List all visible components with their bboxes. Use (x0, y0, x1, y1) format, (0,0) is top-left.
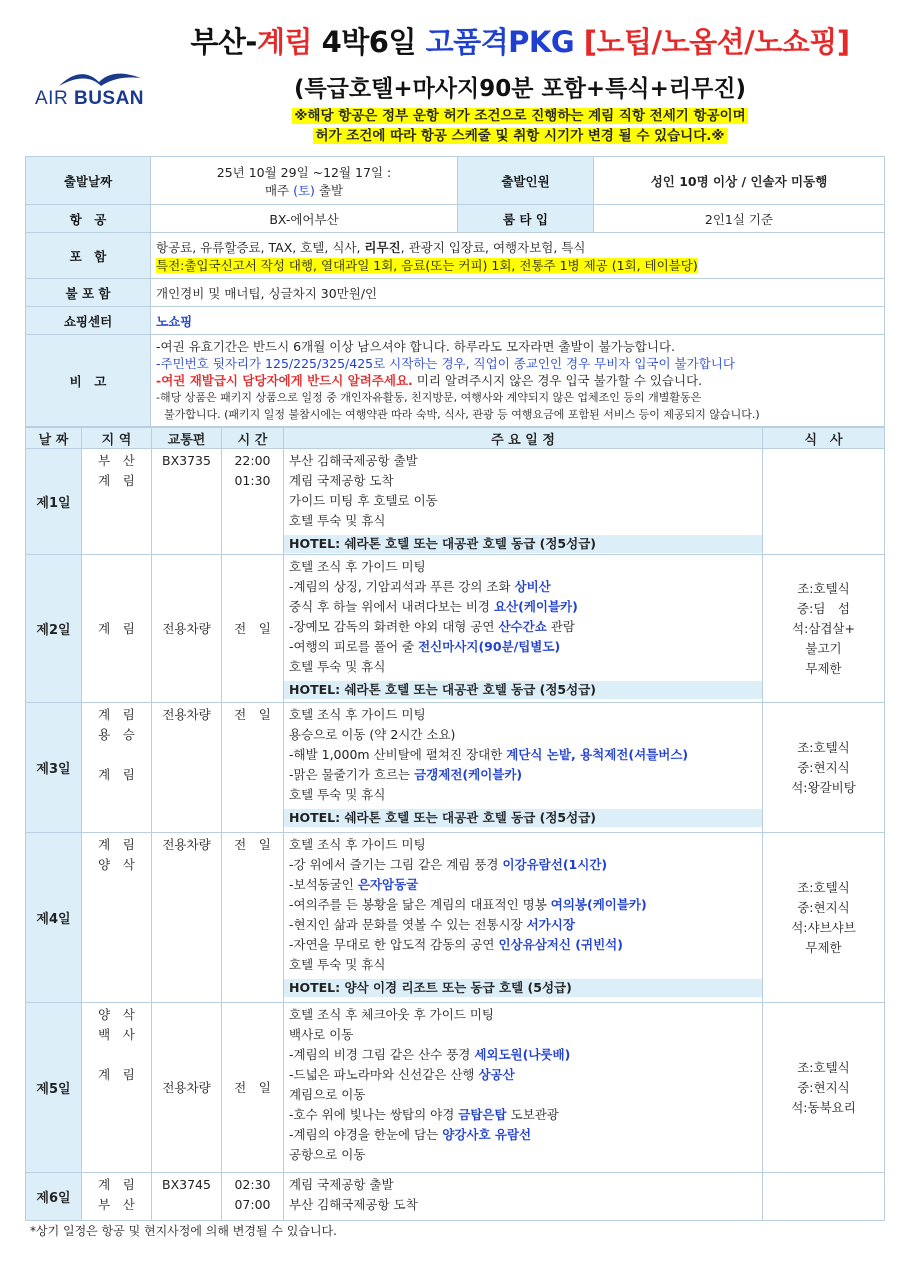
hotel-info: HOTEL: 양삭 이경 리조트 또는 동급 호텔 (5성급) (284, 979, 762, 997)
itinerary-cell: 호텔 조식 후 가이드 미팅 -계림의 상징, 기암괴석과 푸른 강의 조화 상비산 중식 후 하늘 위에서 내려다보는 비경 요산(케이블카) -장예모 감독의 화려한 야외 대형 공연 산수간쇼 관람 -여행의 피로를 풀어 줄 전신마사지(90분/팁별도) 호텔 투숙 및 휴식 HOTEL: 쉐라톤 호텔 또는 대공관 호텔 동급 (정5성급) (284, 555, 763, 703)
meals-cell (763, 1173, 885, 1221)
include-label: 포 함 (26, 233, 151, 279)
info-table (25, 156, 885, 427)
header-transport: 교통편 (152, 428, 222, 449)
time-cell: 22:00 01:30 (222, 449, 284, 555)
day-row (26, 703, 885, 833)
transport-cell: 전용차량 (152, 833, 222, 1003)
region-cell: 양 삭 백 사 계 림 (82, 1003, 152, 1173)
shopping-label: 쇼핑센터 (26, 307, 151, 335)
header-itinerary: 주 요 일 정 (284, 428, 763, 449)
header-meals: 식 사 (763, 428, 885, 449)
exclude-label: 불 포 함 (26, 279, 151, 307)
meals-cell: 조:호텔식 중:현지식 석:동북요리 (763, 1003, 885, 1173)
air-busan-logo (33, 68, 153, 112)
region-cell: 계 림 (82, 555, 152, 703)
region-cell: 부 산 계 림 (82, 449, 152, 555)
header-date: 날 짜 (26, 428, 82, 449)
itinerary-cell: 부산 김해국제공항 출발 계림 국제공항 도착 가이드 미팅 후 호텔로 이동 호텔 투숙 및 휴식 HOTEL: 쉐라톤 호텔 또는 대공관 호텔 동급 (정5성급) (284, 449, 763, 555)
hotel-info: HOTEL: 쉐라톤 호텔 또는 대공관 호텔 동급 (정5성급) (284, 535, 762, 553)
itinerary-cell: 호텔 조식 후 가이드 미팅 -강 위에서 즐기는 그림 같은 계림 풍경 이강유람선(1시간) -보석동굴인 은자암동굴 -여의주를 든 봉황을 닮은 계림의 대표적인 명봉 여의봉(케이블카) -현지인 삶과 문화를 엿볼 수 있는 전통시장 서가시장 -자연을 무대로 한 압도적 감동의 공연 인상유삼저신 (귀빈석) 호텔 투숙 및 휴식 HOTEL: 양삭 이경 리조트 또는 동급 호텔 (5성급) (284, 833, 763, 1003)
meals-cell: 조:호텔식 중:현지식 석:왕갈비탕 (763, 703, 885, 833)
departure-value: 25년 10월 29일 ~12월 17일 : 매주 (토) 출발 (151, 157, 458, 205)
day-label: 제3일 (26, 703, 82, 833)
time-cell: 전 일 (222, 703, 284, 833)
transport-cell: 전용차량 (152, 703, 222, 833)
header-time: 시 간 (222, 428, 284, 449)
day-label: 제5일 (26, 1003, 82, 1173)
shopping-row (26, 307, 885, 335)
airline-row (26, 205, 885, 233)
region-cell: 계 림 부 산 (82, 1173, 152, 1221)
time-cell: 전 일 (222, 555, 284, 703)
itinerary-cell: 계림 국제공항 출발 부산 김해국제공항 도착 (284, 1173, 763, 1221)
itinerary-cell: 호텔 조식 후 가이드 미팅 용승으로 이동 (약 2시간 소요) -해발 1,000m 산비탈에 펼쳐진 장대한 계단식 논밭, 용척제전(셔틀버스) -맑은 물줄기가 흐르는 금갱제전(케이블카) 호텔 투숙 및 휴식 HOTEL: 쉐라톤 호텔 또는 대공관 호텔 동급 (정5성급) (284, 703, 763, 833)
itinerary-cell: 호텔 조식 후 체크아웃 후 가이드 미팅 백사로 이동 -계림의 비경 그림 같은 산수 풍경 세외도원(나룻배) -드넓은 파노라마와 신선같은 산행 상공산 계림으로 이동 -호수 위에 빛나는 쌍탑의 야경 금탑은탑 도보관광 -계림의 야경을 한눈에 담는 양강사호 유람선 공항으로 이동 (284, 1003, 763, 1173)
remarks-value: -여권 유효기간은 반드시 6개월 이상 남으셔야 합니다. 하루라도 모자라면 출발이 불가능합니다. -주민번호 뒷자리가 125/225/325/425로 시작하는 경우, 직업이 종교인인 경우 무비자 입국이 불가합니다 -여권 재발급시 담당자에게 반드시 알려주세요. 미리 알려주시지 않은 경우 입국 불가할 수 있습니다. -해당 상품은 패키지 상품으로 일정 중 개인자유활동, 친지방문, 여행사와 계약되지 않은 업체조인 등의 개별활동은 불가합니다. (패키지 일정 불참시에는 여행약관 따라 숙박, 식사, 관광 등 여행요금에 포함된 서비스 등이 제공되지 않습니다.) (151, 335, 885, 427)
seagull-icon (55, 68, 145, 90)
day-label: 제6일 (26, 1173, 82, 1221)
notice: ※해당 항공은 정부 운항 허가 조건으로 진행하는 계림 직항 전세기 항공이며 허가 조건에 따라 항공 스케줄 및 취항 시기가 변경 될 수 있습니다.※ (294, 108, 746, 144)
include-row (26, 233, 885, 279)
day-row (26, 555, 885, 703)
airline-label: 항 공 (26, 205, 151, 233)
airline-value: BX-에어부산 (151, 205, 458, 233)
transport-cell: 전용차량 (152, 1003, 222, 1173)
people-value: 성인 10명 이상 / 인솔자 미동행 (594, 157, 885, 205)
header-region: 지 역 (82, 428, 152, 449)
day-label: 제2일 (26, 555, 82, 703)
remarks-row (26, 335, 885, 427)
transport-cell: BX3745 (152, 1173, 222, 1221)
room-label: 룸 타 입 (458, 205, 594, 233)
day-row (26, 449, 885, 555)
room-value: 2인1실 기준 (594, 205, 885, 233)
logo-text: AIR BUSAN (35, 88, 145, 109)
shopping-value: 노쇼핑 (151, 307, 885, 335)
footnote: *상기 일정은 항공 및 현지사정에 의해 변경될 수 있습니다. (30, 1224, 337, 1238)
hotel-info: HOTEL: 쉐라톤 호텔 또는 대공관 호텔 동급 (정5성급) (284, 809, 762, 827)
meals-cell: 조:호텔식 중:딤 섬 석:삼겹살+ 불고기 무제한 (763, 555, 885, 703)
day-row (26, 1173, 885, 1221)
region-cell: 계 림 양 삭 (82, 833, 152, 1003)
day-label: 제1일 (26, 449, 82, 555)
departure-label: 출발날짜 (26, 157, 151, 205)
page-subtitle: (특급호텔+마사지90분 포함+특식+리무진) (293, 76, 747, 102)
transport-cell: 전용차량 (152, 555, 222, 703)
meals-cell: 조:호텔식 중:현지식 석:샤브샤브 무제한 (763, 833, 885, 1003)
time-cell: 전 일 (222, 1003, 284, 1173)
include-value: 항공료, 유류할증료, TAX, 호텔, 식사, 리무진, 관광지 입장료, 여행자보험, 특식 특전:출입국신고서 작성 대행, 열대과일 1회, 음료(또는 커피) 1회, 전통주 1병 제공 (1회, 테이블당) (151, 233, 885, 279)
exclude-value: 개인경비 및 매너팁, 싱글차지 30만원/인 (151, 279, 885, 307)
remarks-label: 비 고 (26, 335, 151, 427)
day-label: 제4일 (26, 833, 82, 1003)
page-title: 부산-계림 4박6일 고품격PKG [노팁/노옵션/노쇼핑] (190, 25, 850, 59)
time-cell: 02:30 07:00 (222, 1173, 284, 1221)
day-row (26, 1003, 885, 1173)
schedule-header-row (26, 428, 885, 449)
exclude-row (26, 279, 885, 307)
schedule-table (25, 427, 885, 1221)
hotel-info: HOTEL: 쉐라톤 호텔 또는 대공관 호텔 동급 (정5성급) (284, 681, 762, 699)
departure-row (26, 157, 885, 205)
time-cell: 전 일 (222, 833, 284, 1003)
people-label: 출발인원 (458, 157, 594, 205)
day-row (26, 833, 885, 1003)
region-cell: 계 림 용 승 계 림 (82, 703, 152, 833)
transport-cell: BX3735 (152, 449, 222, 555)
meals-cell (763, 449, 885, 555)
